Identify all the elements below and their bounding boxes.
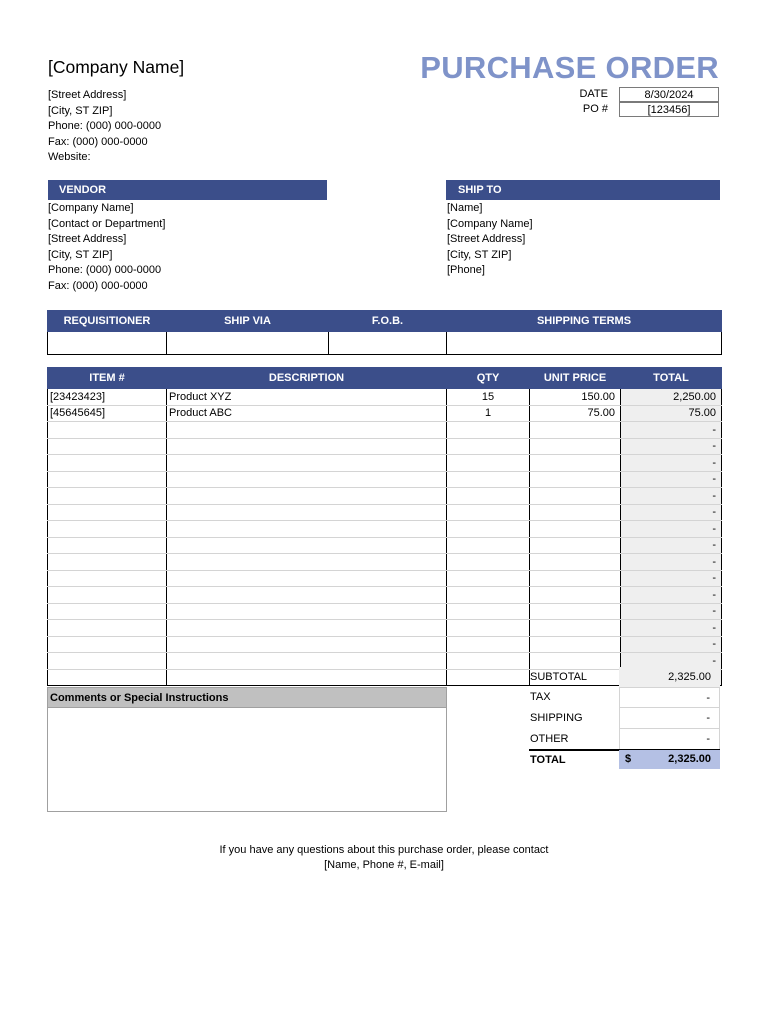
qty-cell[interactable] (447, 504, 530, 521)
table-row (48, 636, 722, 653)
col-header-shipping-terms: SHIPPING TERMS (447, 311, 722, 332)
qty-cell[interactable] (447, 537, 530, 554)
document-title: PURCHASE ORDER (420, 50, 719, 85)
vendor-line[interactable]: [Contact or Department] (48, 217, 166, 230)
tax-row (529, 687, 720, 708)
vendor-line[interactable]: [City, ST ZIP] (48, 248, 113, 261)
col-header-ship-via: SHIP VIA (167, 311, 329, 332)
table-row (48, 603, 722, 620)
date-label: DATE (579, 88, 608, 100)
other-value[interactable]: - (619, 729, 720, 749)
description-cell[interactable] (167, 488, 447, 505)
table-row (48, 405, 722, 422)
line-total-cell: - (621, 587, 722, 604)
col-header-requisitioner: REQUISITIONER (48, 311, 167, 332)
ship-to-line[interactable]: [City, ST ZIP] (447, 248, 512, 261)
unit-price-cell[interactable] (530, 570, 621, 587)
item-number-cell[interactable] (48, 471, 167, 488)
unit-price-cell[interactable] (530, 422, 621, 439)
item-number-cell[interactable] (48, 488, 167, 505)
vendor-line[interactable]: Fax: (000) 000-0000 (48, 279, 148, 292)
line-total-cell: - (621, 422, 722, 439)
description-cell[interactable] (167, 620, 447, 637)
table-row (48, 620, 722, 637)
requisitioner-cell[interactable] (48, 332, 167, 355)
footer-contact-placeholder: [Name, Phone #, E-mail] (324, 859, 444, 871)
ship-to-line[interactable]: [Street Address] (447, 233, 526, 245)
unit-price-cell[interactable]: 75.00 (530, 405, 621, 422)
description-cell[interactable] (167, 603, 447, 620)
line-total-cell: - (621, 504, 722, 521)
ship-via-cell[interactable] (167, 332, 329, 355)
table-row (48, 422, 722, 439)
unit-price-cell[interactable]: 150.00 (530, 389, 621, 406)
item-number-cell[interactable] (48, 521, 167, 538)
vendor-line[interactable]: Phone: (000) 000-0000 (48, 264, 162, 276)
qty-cell[interactable] (447, 521, 530, 538)
shipping-row (529, 708, 720, 729)
item-number-cell[interactable]: [23423423] (48, 389, 167, 406)
qty-cell[interactable] (447, 455, 530, 472)
unit-price-cell[interactable] (530, 455, 621, 472)
qty-cell[interactable]: 1 (447, 405, 530, 422)
line-total-cell: - (621, 488, 722, 505)
table-row (48, 570, 722, 587)
unit-price-cell[interactable] (530, 603, 621, 620)
fob-cell[interactable] (329, 332, 447, 355)
footer-contact-line: If you have any questions about this purchase order, please contact (219, 844, 549, 856)
col-header-unit-price: UNIT PRICE (530, 368, 621, 389)
unit-price-cell[interactable] (530, 620, 621, 637)
qty-cell[interactable] (447, 620, 530, 637)
line-total-cell: - (621, 471, 722, 488)
currency-symbol: $ (625, 753, 632, 765)
description-cell[interactable] (167, 669, 447, 686)
table-row (48, 438, 722, 455)
unit-price-cell[interactable] (530, 504, 621, 521)
line-total-cell: - (621, 438, 722, 455)
table-row (48, 537, 722, 554)
item-number-cell[interactable] (48, 554, 167, 571)
shipping-terms-cell[interactable] (447, 332, 722, 355)
table-row (48, 471, 722, 488)
shipping-info-table (47, 310, 722, 355)
description-cell[interactable] (167, 636, 447, 653)
subtotal-label: SUBTOTAL (530, 671, 588, 683)
table-row (48, 488, 722, 505)
col-header-total: TOTAL (621, 368, 722, 389)
item-number-cell[interactable] (48, 587, 167, 604)
qty-cell[interactable] (447, 653, 530, 670)
item-number-cell[interactable] (48, 603, 167, 620)
qty-cell[interactable] (447, 488, 530, 505)
grand-total-row (529, 750, 720, 771)
shipping-value[interactable]: - (619, 708, 720, 729)
table-row (48, 587, 722, 604)
shipping-label: SHIPPING (530, 712, 583, 724)
description-cell[interactable] (167, 521, 447, 538)
vendor-line[interactable]: [Street Address] (48, 233, 127, 245)
item-number-cell[interactable] (48, 455, 167, 472)
col-header-qty: QTY (447, 368, 530, 389)
table-row (48, 504, 722, 521)
table-row (48, 554, 722, 571)
line-total-cell: 75.00 (621, 405, 722, 422)
ship-to-heading: SHIP TO (446, 180, 720, 200)
line-total-cell: - (621, 570, 722, 587)
grand-total-value: 2,325.00 (619, 750, 720, 769)
qty-cell[interactable] (447, 554, 530, 571)
address-line: Fax: (000) 000-0000 (48, 135, 148, 148)
line-total-cell: - (621, 537, 722, 554)
table-row (48, 455, 722, 472)
item-number-cell[interactable] (48, 438, 167, 455)
description-cell[interactable]: Product ABC (167, 405, 447, 422)
description-cell[interactable] (167, 504, 447, 521)
description-cell[interactable] (167, 587, 447, 604)
line-total-cell: - (621, 554, 722, 571)
date-field[interactable]: 8/30/2024 (619, 87, 719, 102)
address-line: [City, ST ZIP] (48, 104, 113, 117)
qty-cell[interactable] (447, 570, 530, 587)
item-number-cell[interactable] (48, 669, 167, 686)
item-number-cell[interactable]: [45645645] (48, 405, 167, 422)
line-total-cell: - (621, 603, 722, 620)
subtotal-value: 2,325.00 (619, 667, 720, 688)
item-number-cell[interactable] (48, 422, 167, 439)
tax-value[interactable]: - (619, 687, 720, 708)
description-cell[interactable]: Product XYZ (167, 389, 447, 406)
line-total-cell: - (621, 636, 722, 653)
comments-heading: Comments or Special Instructions (47, 687, 447, 708)
col-header-description: DESCRIPTION (167, 368, 447, 389)
line-items-table (47, 367, 722, 686)
line-total-cell: - (621, 521, 722, 538)
line-total-cell: 2,250.00 (621, 389, 722, 406)
ship-to-line[interactable]: [Company Name] (447, 217, 533, 230)
unit-price-cell[interactable] (530, 636, 621, 653)
qty-cell[interactable] (447, 422, 530, 439)
description-cell[interactable] (167, 554, 447, 571)
table-row (48, 389, 722, 406)
description-cell[interactable] (167, 471, 447, 488)
qty-cell[interactable] (447, 669, 530, 686)
qty-cell[interactable] (447, 587, 530, 604)
ship-to-details (447, 201, 533, 279)
qty-cell[interactable] (447, 636, 530, 653)
unit-price-cell[interactable] (530, 471, 621, 488)
ship-to-line[interactable]: [Name] (447, 202, 483, 214)
col-header-item-number: ITEM # (48, 368, 167, 389)
other-row (529, 729, 720, 751)
company-name: [Company Name] (48, 57, 185, 77)
item-number-cell[interactable] (48, 620, 167, 637)
tax-label: TAX (530, 691, 551, 703)
col-header-fob: F.O.B. (329, 311, 447, 332)
unit-price-cell[interactable] (530, 521, 621, 538)
line-total-cell: - (621, 620, 722, 637)
address-line: [Street Address] (48, 89, 127, 101)
item-number-cell[interactable] (48, 537, 167, 554)
unit-price-cell[interactable] (530, 438, 621, 455)
subtotal-row (529, 667, 720, 688)
vendor-heading: VENDOR (48, 180, 327, 200)
line-total-cell: - (621, 653, 722, 670)
qty-cell[interactable] (447, 471, 530, 488)
unit-price-cell[interactable] (530, 587, 621, 604)
description-cell[interactable] (167, 422, 447, 439)
vendor-details (48, 201, 165, 294)
item-number-cell[interactable] (48, 653, 167, 670)
description-cell[interactable] (167, 438, 447, 455)
po-number-label: PO # (582, 103, 608, 115)
item-number-cell[interactable] (48, 570, 167, 587)
grand-total-label: TOTAL (530, 754, 566, 766)
description-cell[interactable] (167, 653, 447, 670)
table-row (48, 521, 722, 538)
unit-price-cell[interactable] (530, 554, 621, 571)
unit-price-cell[interactable] (530, 488, 621, 505)
address-line: Website: (48, 151, 91, 163)
description-cell[interactable] (167, 455, 447, 472)
item-number-cell[interactable] (48, 504, 167, 521)
qty-cell[interactable] (447, 438, 530, 455)
unit-price-cell[interactable] (530, 537, 621, 554)
qty-cell[interactable]: 15 (447, 389, 530, 406)
ship-to-line[interactable]: [Phone] (447, 264, 485, 276)
comments-textarea[interactable] (47, 708, 447, 812)
description-cell[interactable] (167, 570, 447, 587)
address-line: Phone: (000) 000-0000 (48, 120, 162, 132)
other-label: OTHER (530, 733, 569, 745)
description-cell[interactable] (167, 537, 447, 554)
company-address (48, 88, 161, 166)
qty-cell[interactable] (447, 603, 530, 620)
vendor-line[interactable]: [Company Name] (48, 202, 134, 214)
line-total-cell: - (621, 455, 722, 472)
po-number-field[interactable]: [123456] (619, 102, 719, 117)
item-number-cell[interactable] (48, 636, 167, 653)
